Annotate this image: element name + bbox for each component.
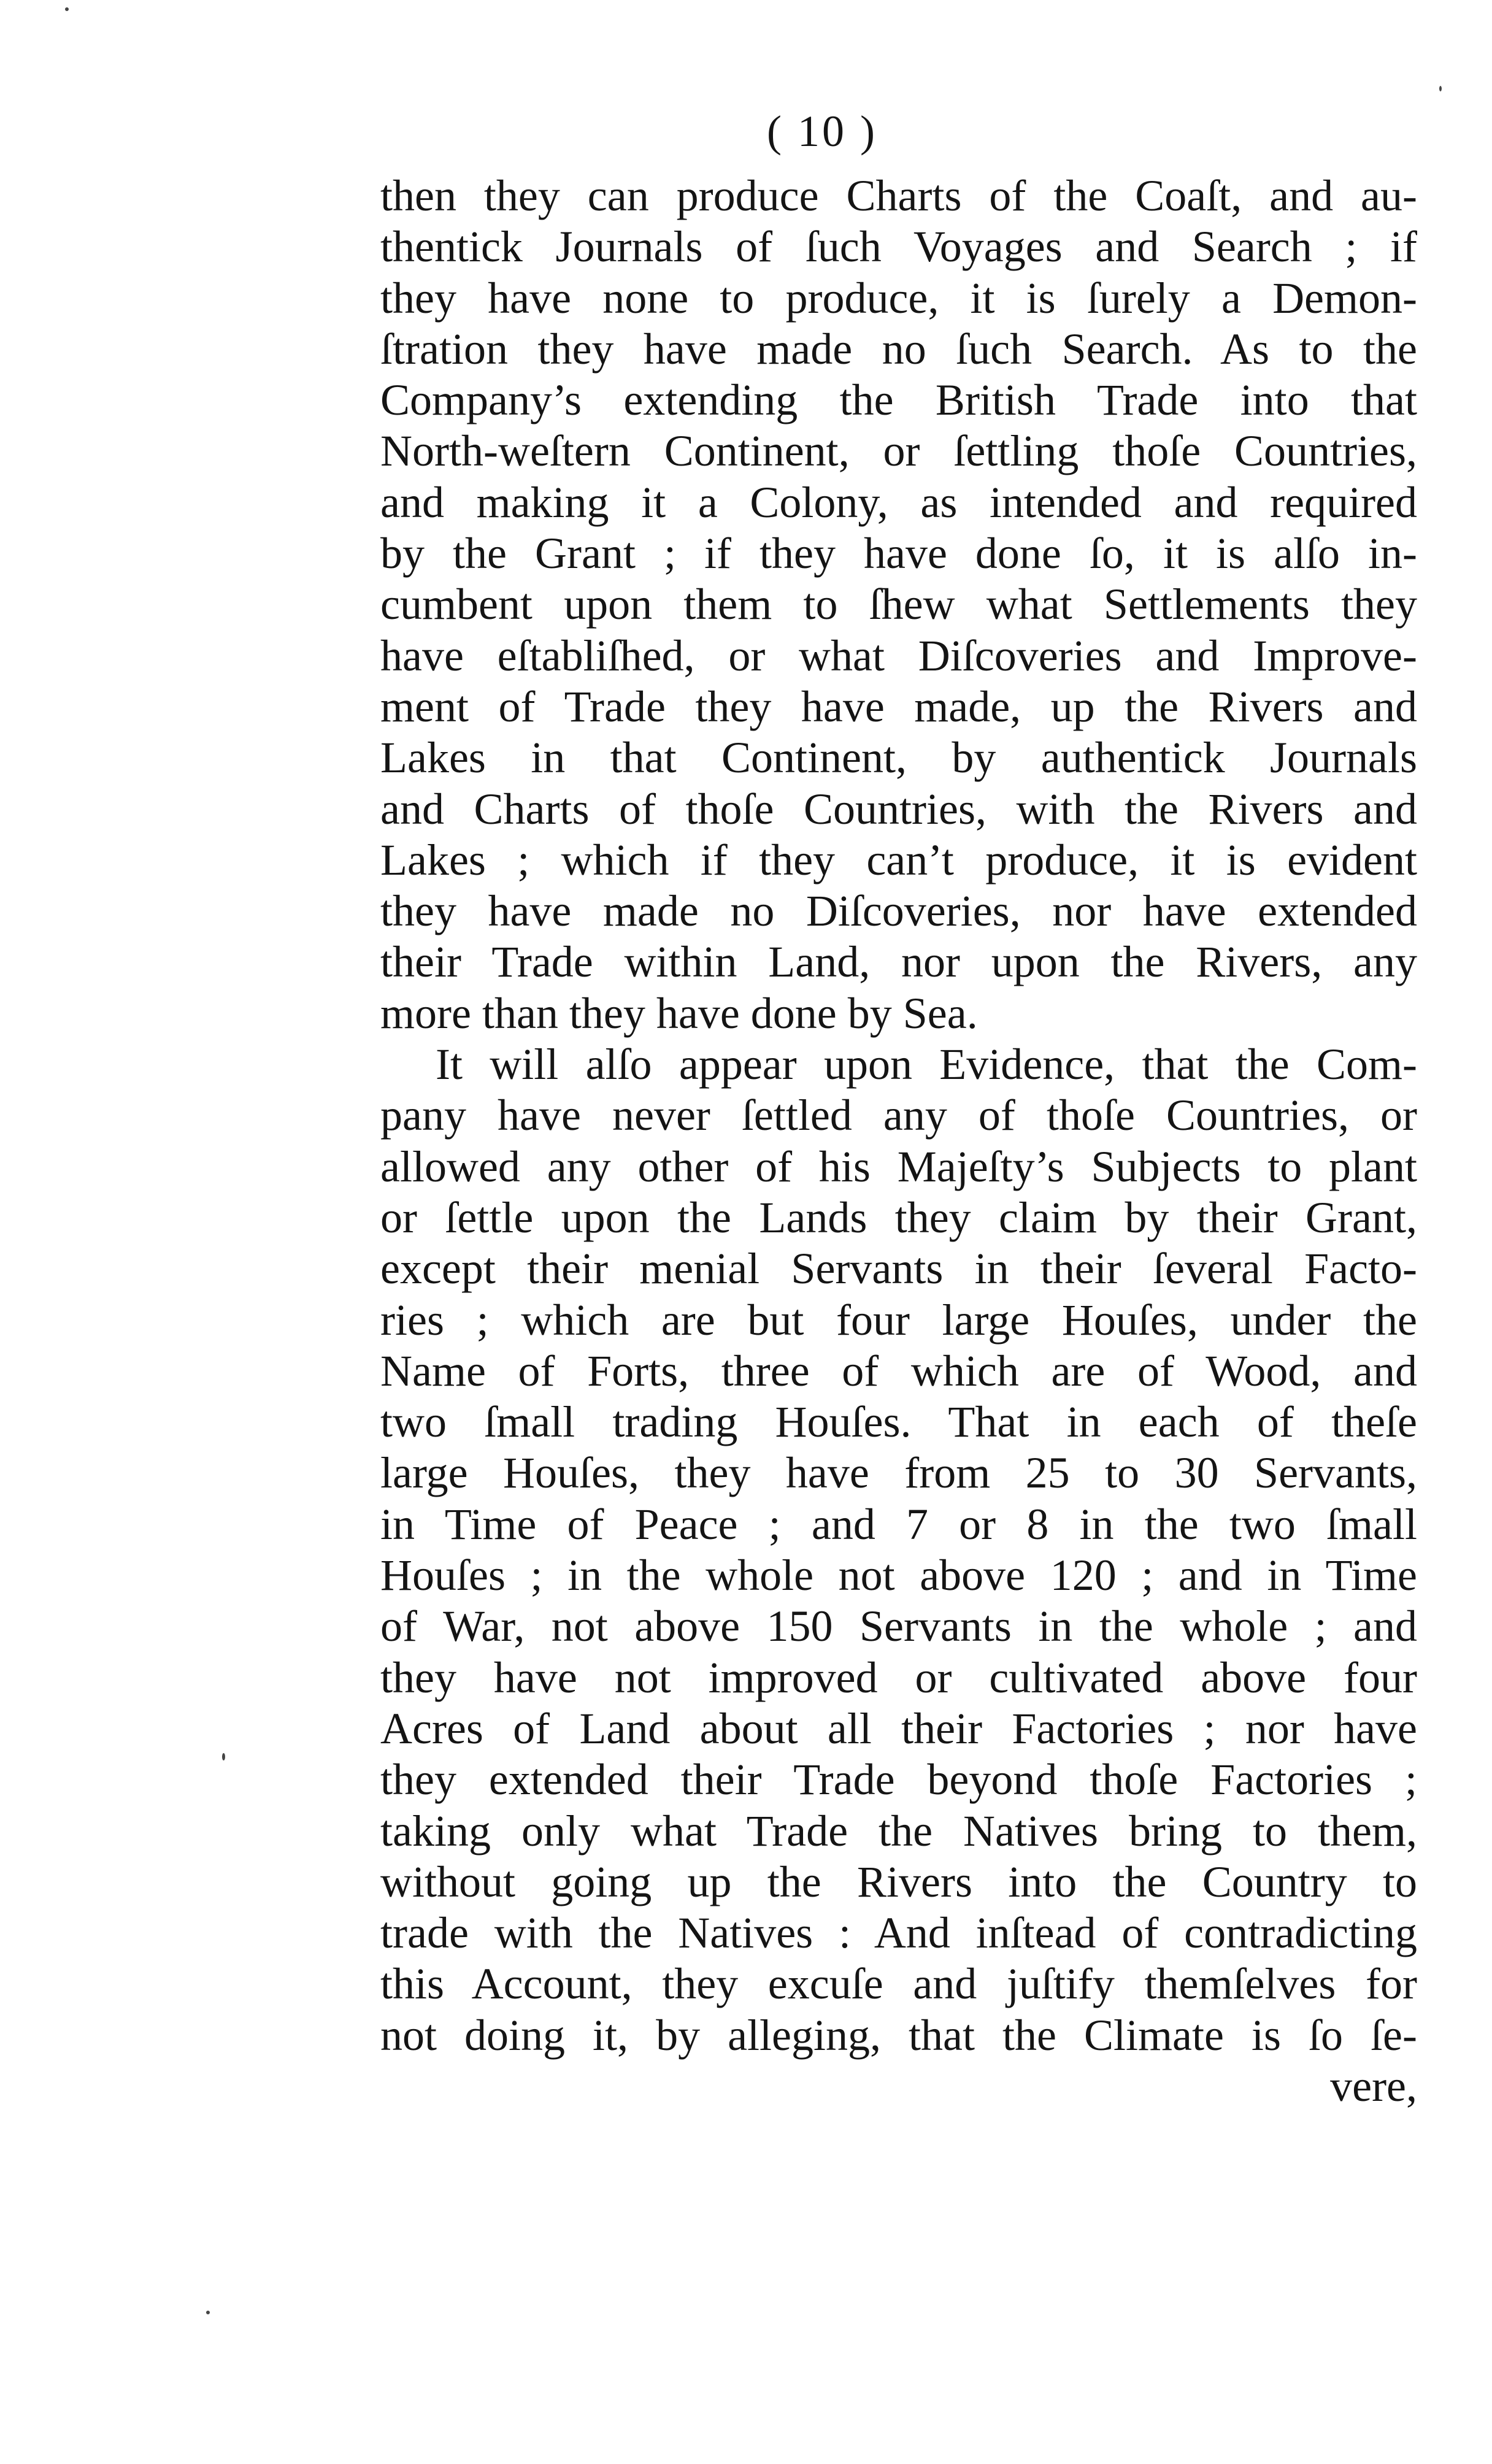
text-line: ſtration they have made no ſuch Search. As to the: [380, 324, 1417, 374]
scan-speck: [222, 1753, 225, 1760]
text-line: ment of Trade they have made, up the Rivers and: [380, 681, 1417, 731]
text-line: they have made no Diſcoveries, nor have extended: [380, 886, 1417, 936]
body-text: [380, 171, 1417, 2112]
text-line: allowed any other of his Majeſty’s Subjects to plant: [380, 1142, 1417, 1191]
scan-speck: [1439, 86, 1442, 91]
text-line: without going up the Rivers into the Country to: [380, 1857, 1417, 1906]
text-line: not doing it, by alleging, that the Climate is ſo ſe-: [380, 2010, 1417, 2060]
paragraph-first-line: It will alſo appear upon Evidence, that the Com-: [436, 1040, 1417, 1089]
scan-speck: [65, 7, 69, 11]
text-line: large Houſes, they have from 25 to 30 Servants,: [380, 1448, 1417, 1498]
text-line: then they can produce Charts of the Coaſt, and au-: [380, 171, 1417, 220]
text-line: and Charts of thoſe Countries, with the Rivers and: [380, 784, 1417, 834]
text-line: more than they have done by Sea.: [380, 988, 978, 1038]
text-line: ries ; which are but four large Houſes, under the: [380, 1295, 1417, 1345]
text-line: pany have never ſettled any of thoſe Countries, or: [380, 1091, 1417, 1140]
text-line: trade with the Natives : And inſtead of contradicting: [380, 1908, 1417, 1958]
text-line: or ſettle upon the Lands they claim by their Grant,: [380, 1192, 1417, 1242]
text-line: of War, not above 150 Servants in the whole ; and: [380, 1602, 1417, 1651]
text-line: Lakes ; which if they can’t produce, it is evident: [380, 835, 1417, 885]
text-line: Company’s extending the British Trade into that: [380, 375, 1417, 425]
text-line: Lakes in that Continent, by authentick Journals: [380, 733, 1417, 783]
text-line: they have not improved or cultivated above four: [380, 1652, 1417, 1702]
text-line: North-weſtern Continent, or ſettling thoſe Countries,: [380, 426, 1417, 476]
scan-speck: [206, 2311, 210, 2314]
catchword: vere,: [1330, 2061, 1417, 2111]
text-line: they have none to produce, it is ſurely a Demon-: [380, 273, 1417, 323]
text-line: thentick Journals of ſuch Voyages and Search ; if: [380, 222, 1417, 272]
text-line: cumbent upon them to ſhew what Settlements they: [380, 580, 1417, 629]
text-line: except their menial Servants in their ſeveral Facto-: [380, 1244, 1417, 1294]
text-line: Name of Forts, three of which are of Wood, and: [380, 1346, 1417, 1395]
text-line: by the Grant ; if they have done ſo, it is alſo in-: [380, 529, 1417, 578]
text-line: Acres of Land about all their Factories ; nor have: [380, 1703, 1417, 1753]
text-line: and making it a Colony, as intended and required: [380, 477, 1417, 527]
text-line: two ſmall trading Houſes. That in each of theſe: [380, 1397, 1417, 1447]
text-line: taking only what Trade the Natives bring to them,: [380, 1806, 1417, 1856]
text-line: have eſtabliſhed, or what Diſcoveries and Improve-: [380, 631, 1417, 680]
text-line: their Trade within Land, nor upon the Rivers, any: [380, 937, 1417, 987]
text-line: in Time of Peace ; and 7 or 8 in the two ſmall: [380, 1499, 1417, 1549]
page-number: ( 10 ): [767, 107, 877, 156]
text-line: they extended their Trade beyond thoſe Factories ;: [380, 1755, 1417, 1805]
text-line: this Account, they excuſe and juſtify themſelves for: [380, 1959, 1417, 2009]
text-line: Houſes ; in the whole not above 120 ; and in Time: [380, 1551, 1417, 1600]
